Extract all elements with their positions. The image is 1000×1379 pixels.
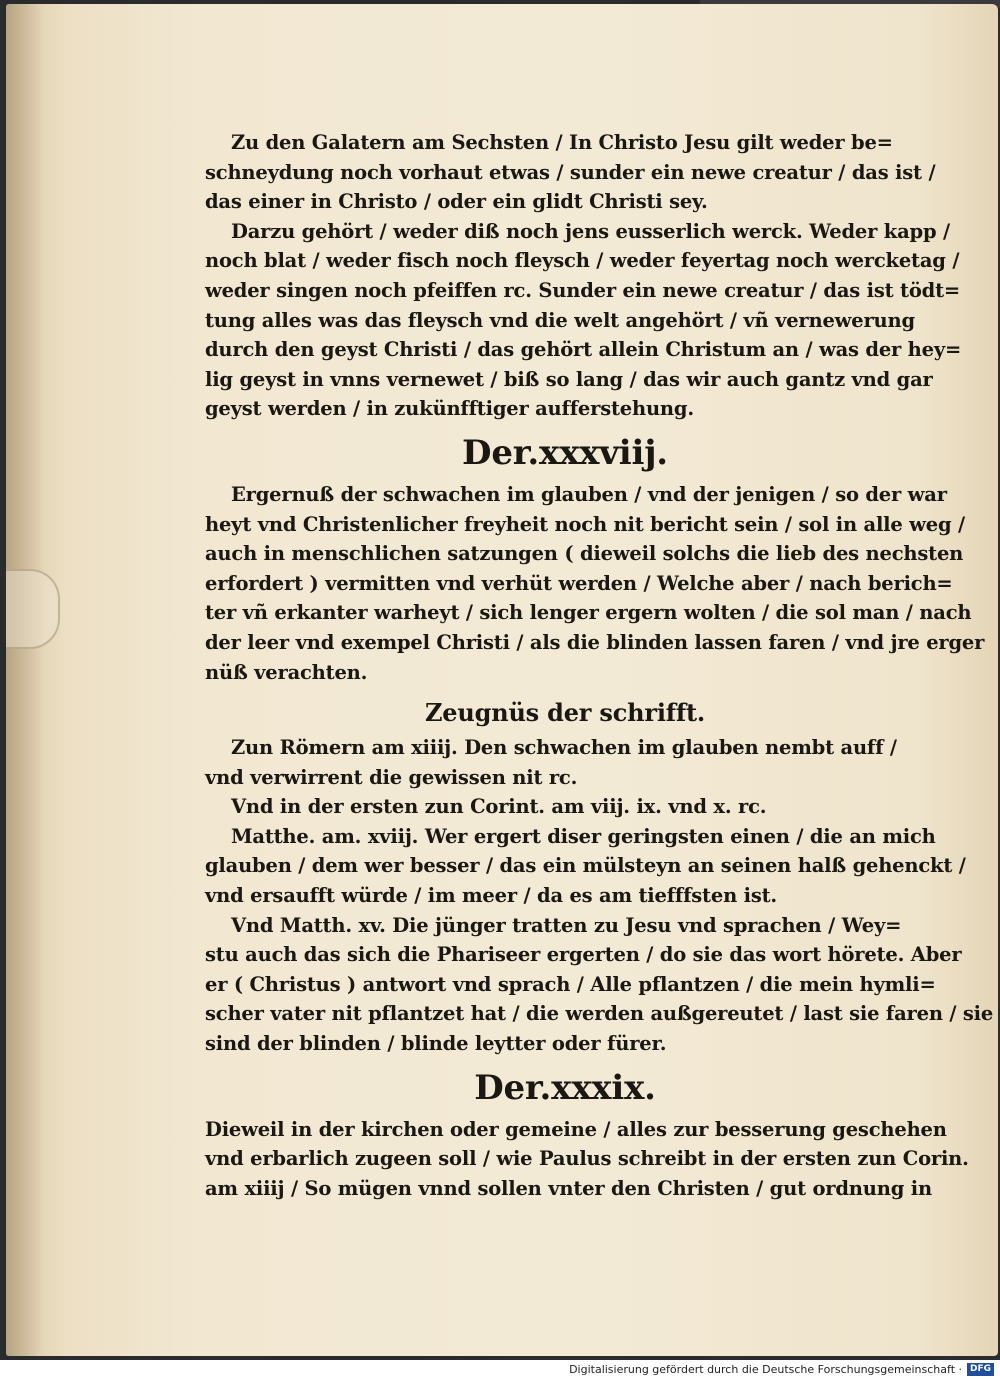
section-heading: Der.xxxix.: [474, 1067, 656, 1108]
text-line: glauben / dem wer besser / das ein mülsteyn an seinen halß gehenckt /: [205, 854, 966, 878]
text-line: nüß verachten.: [205, 660, 368, 684]
text-line: schneydung noch vorhaut etwas / sunder ein newe creatur / das ist /: [205, 160, 936, 184]
text-line: auch in menschlichen satzungen ( dieweil solchs die lieb des nechsten: [205, 542, 964, 566]
text-line: er ( Christus ) antwort vnd sprach / Alle pflantzen / die mein hymli=: [205, 972, 936, 996]
text-line: erfordert ) vermitten vnd verhüt werden / Welche aber / nach berich=: [205, 571, 953, 595]
text-line: Vnd in der ersten zun Corint. am viij. ix. vnd x. rc.: [231, 795, 767, 819]
text-line: noch blat / weder fisch noch fleysch / weder feyertag noch wercketag /: [205, 249, 960, 273]
text-line: Dieweil in der kirchen oder gemeine / alles zur besserung geschehen: [205, 1117, 947, 1141]
text-line: der leer vnd exempel Christi / als die blinden lassen faren / vnd jre erger: [205, 630, 985, 654]
text-line: Darzu gehört / weder diß noch jens eusserlich werck. Weder kapp /: [231, 219, 950, 243]
text-line: ter vñ erkanter warheyt / sich lenger ergern wolten / die sol man / nach: [205, 601, 972, 625]
footer-bar: [0, 1360, 1000, 1379]
text-line: vnd verwirrent die gewissen nit rc.: [205, 765, 578, 789]
text-line: lig geyst in vnns vernewet / biß so lang / das wir auch gantz vnd gar: [205, 367, 933, 391]
text-line: stu auch das sich die Phariseer ergerten / do sie das wort hörete. Aber: [205, 943, 962, 967]
text-line: Matthe. am. xviij. Wer ergert diser geringsten einen / die an mich: [231, 824, 936, 848]
text-line: heyt vnd Christenlicher freyheit noch nit bericht sein / sol in alle weg /: [205, 512, 965, 536]
funding-credit: Digitalisierung gefördert durch die Deutsche Forschungsgemeinschaft ·: [569, 1363, 962, 1376]
text-line: Vnd Matth. xv. Die jünger tratten zu Jesu vnd sprachen / Wey=: [231, 913, 902, 937]
text-line: vnd ersaufft würde / im meer / da es am tiefffsten ist.: [205, 884, 778, 908]
text-line: das einer in Christo / oder ein glidt Christi sey.: [205, 190, 708, 214]
page-text: [205, 128, 994, 1203]
text-line: scher vater nit pflantzet hat / die werden außgereutet / last sie faren / sie: [205, 1002, 994, 1026]
subsection-heading: Zeugnüs der schrifft.: [424, 698, 706, 728]
text-line: tung alles was das fleysch vnd die welt angehört / vñ vernewerung: [205, 308, 915, 332]
dfg-logo[interactable]: DFG: [967, 1363, 994, 1376]
text-line: am xiiij / So mügen vnnd sollen vnter den Christen / gut ordnung in: [205, 1176, 932, 1200]
text-line: geyst werden / in zukünfftiger aufferstehung.: [205, 397, 694, 421]
text-line: vnd erbarlich zugeen soll / wie Paulus schreibt in der ersten zun Corin.: [205, 1147, 969, 1171]
text-line: durch den geyst Christi / das gehört allein Christum an / was der hey=: [205, 338, 962, 362]
text-line: Zun Römern am xiiij. Den schwachen im glauben nembt auff /: [231, 736, 897, 760]
text-line: Zu den Galatern am Sechsten / In Christo Jesu gilt weder be=: [231, 131, 893, 154]
section-heading: Der.xxxviij.: [462, 432, 668, 473]
text-line: sind der blinden / blinde leytter oder fürer.: [205, 1032, 667, 1056]
page-gutter-shadow: [6, 4, 44, 1356]
text-line: Ergernuß der schwachen im glauben / vnd der jenigen / so der war: [231, 482, 947, 506]
text-line: weder singen noch pfeiffen rc. Sunder ein newe creatur / das ist tödt=: [205, 278, 961, 302]
page-clip-mark: [6, 569, 60, 649]
